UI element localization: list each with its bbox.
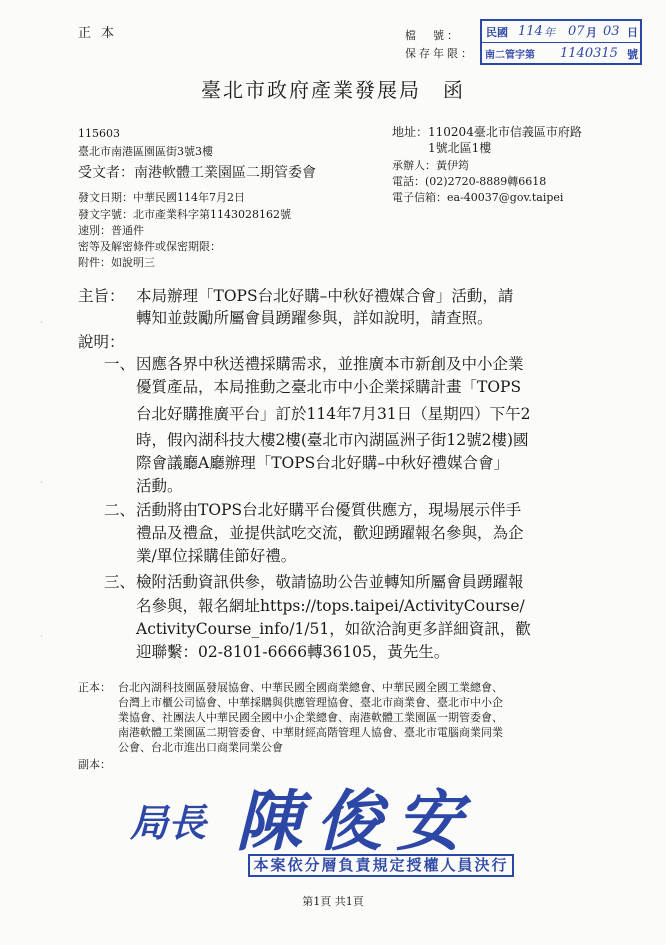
agency-name: 臺北市政府產業發展局	[201, 78, 421, 102]
document-type: 函	[443, 78, 465, 102]
item-3-line-2: 名參與，報名網址https://tops.taipei/ActivityCourse/	[136, 597, 525, 615]
agency-title	[0, 74, 666, 103]
explanation-label: 說明：	[78, 333, 125, 351]
item-3-number: 三、	[104, 573, 136, 591]
email-address: ea-40037@gov.taipei	[447, 191, 564, 204]
archive-number-field	[405, 27, 475, 43]
handler-name: 黃伊筠	[436, 159, 469, 172]
recipient-line	[78, 162, 316, 182]
signature-name-lettering: 陳俊安	[236, 782, 476, 860]
copy-type-label: 正本	[78, 26, 125, 41]
item-1-line-4: 時，假內湖科技大樓2樓(臺北市內湖區洲子街12號2樓)國	[136, 431, 529, 449]
subject-line-1: 本局辦理「TOPS台北好購–中秋好禮媒合會」活動，請	[136, 287, 514, 305]
item-2-line-3: 業/單位採購佳節好禮。	[136, 547, 297, 565]
margin-mark: ·	[40, 318, 43, 328]
stamp-number-unit: 號	[627, 48, 638, 61]
primary-recipients-line-1: 台北內湖科技園區發展協會、中華民國全國商業總會、中華民國全國工業總會、	[118, 681, 503, 694]
retention-period-label: 保存年限：	[405, 47, 475, 60]
issue-date-line	[78, 189, 245, 205]
phone-line	[392, 173, 546, 189]
document-number-line	[78, 206, 291, 222]
attachment-value: 如說明三	[111, 256, 155, 269]
item-2-line-1: 活動將由TOPS台北好購平台優質供應方，現場展示伴手	[136, 501, 522, 519]
item-2-line-2: 禮品及禮盒，並提供試吃交流，歡迎踴躍報名參與，為企	[136, 524, 524, 542]
secrecy-line	[78, 238, 221, 254]
secondary-recipients-label: 副本：	[78, 758, 111, 771]
agency-address-line2: 1號北區1樓	[428, 141, 492, 155]
archive-number-label: 檔 號：	[405, 29, 461, 42]
item-1-number: 一、	[104, 355, 136, 373]
item-2-number: 二、	[104, 501, 136, 519]
item-1-line-1: 因應各界中秋送禮採購需求，並推廣本市新創及中小企業	[136, 355, 524, 373]
secrecy-label: 密等及解密條件或保密期限：	[78, 240, 221, 253]
address-label: 地址：	[392, 125, 429, 139]
page-number: 第1頁 共1頁	[302, 895, 364, 908]
received-date-stamp	[480, 19, 642, 65]
subject-label: 主旨：	[78, 287, 125, 305]
delegated-approval-stamp: 本案依分層負責規定授權人員決行	[248, 854, 514, 877]
item-3-line-3: ActivityCourse_info/1/51，如欲洽詢更多詳細資訊，歡	[136, 620, 531, 638]
item-3-line-1: 檢附活動資訊供參，敬請協助公告並轉知所屬會員踴躍報	[136, 573, 524, 591]
retention-period-field	[405, 45, 475, 61]
stamp-year: 114	[518, 24, 543, 39]
issue-date: 中華民國114年7月2日	[133, 191, 245, 204]
primary-recipients-line-5: 公會、台北市進出口商業同業公會	[118, 741, 283, 754]
speed-value: 普通件	[111, 224, 144, 237]
phone-label: 電話：	[392, 175, 425, 188]
primary-recipients-line-2: 台灣上市櫃公司協會、中華採購與供應管理協會、臺北市商業會、臺北市中小企	[118, 696, 503, 709]
stamp-month: 07	[568, 24, 585, 39]
document-number: 北市產業科字第1143028162號	[133, 208, 291, 221]
stamp-office: 南二管字第	[485, 50, 535, 61]
stamp-era: 民國	[486, 26, 508, 39]
item-1-line-5: 際會議廳A廳辦理「TOPS台北好購–中秋好禮媒合會」	[136, 454, 510, 472]
stamp-date-row	[482, 21, 640, 43]
handler-label: 承辦人：	[392, 159, 436, 172]
margin-mark: ·	[40, 632, 43, 642]
subject-line-2: 轉知並鼓勵所屬會員踴躍參與，詳如說明，請查照。	[136, 309, 493, 327]
handler-line	[392, 157, 469, 173]
item-1-line-2: 優質產品，本局推動之臺北市中小企業採購計畫「TOPS	[136, 378, 522, 396]
attachment-label: 附件：	[78, 256, 111, 269]
stamp-year-unit: 年	[544, 26, 555, 39]
email-label: 電子信箱：	[392, 191, 447, 204]
stamp-serial-number: 1140315	[560, 46, 618, 61]
margin-mark: ·	[40, 478, 43, 488]
director-signature-seal	[128, 782, 498, 860]
signature-title-lettering: 局長	[130, 800, 207, 845]
issue-date-label: 發文日期：	[78, 191, 133, 204]
stamp-day-unit: 日	[627, 26, 638, 39]
attachment-line	[78, 254, 155, 270]
stamp-month-unit: 月	[586, 26, 597, 39]
primary-recipients-line-3: 業協會、社團法人中華民國全國中小企業總會、南港軟體工業園區一期管委會、	[118, 711, 503, 724]
item-3-line-4: 迎聯繫：02-8101-6666轉36105，黃先生。	[136, 643, 450, 661]
recipient-label: 受文者：	[78, 165, 134, 181]
document-number-label: 發文字號：	[78, 208, 133, 221]
recipient-name: 南港軟體工業園區二期管委會	[134, 165, 316, 181]
primary-recipients-label: 正本：	[78, 681, 111, 694]
item-1-line-3: 台北好購推廣平台」訂於114年7月31日（星期四）下午2	[136, 405, 531, 423]
stamp-number-row	[482, 43, 640, 64]
item-1-line-6: 活動。	[136, 477, 183, 495]
agency-address-line1	[392, 123, 582, 140]
speed-line	[78, 222, 144, 238]
speed-label: 速別：	[78, 224, 111, 237]
recipient-address: 臺北市南港區園區街3號3樓	[78, 145, 213, 158]
stamp-day: 03	[603, 24, 620, 39]
primary-recipients-line-4: 南港軟體工業園區二期管委會、中華財經高階管理人協會、臺北市電腦商業同業	[118, 726, 503, 739]
phone-number: (02)2720-8889轉6618	[425, 175, 547, 188]
recipient-postcode: 115603	[78, 127, 120, 140]
email-line	[392, 189, 563, 205]
address-value-line1: 110204臺北市信義區市府路	[428, 125, 582, 139]
